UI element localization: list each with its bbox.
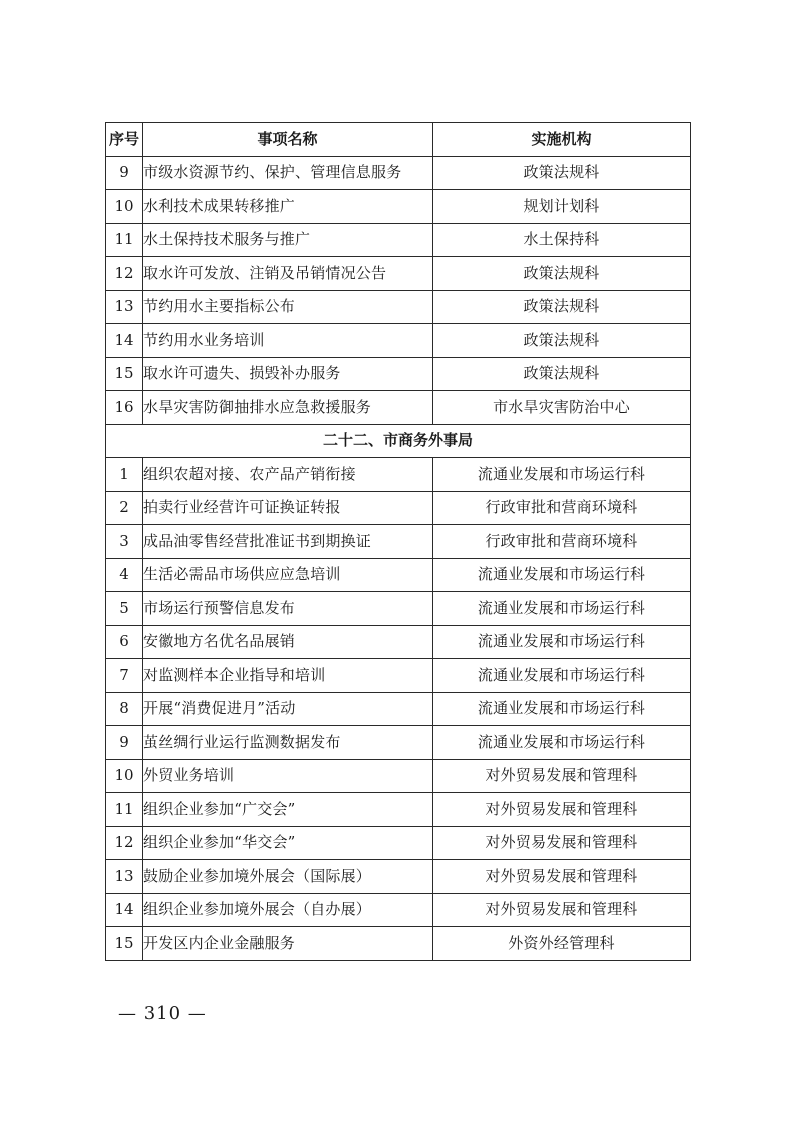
row-number: 10 — [106, 759, 143, 793]
implementing-agency: 对外贸易发展和管理科 — [433, 793, 691, 827]
table-row — [106, 759, 691, 793]
implementing-agency: 水土保持科 — [433, 223, 691, 257]
item-name: 水旱灾害防御抽排水应急救援服务 — [143, 391, 433, 425]
item-name: 取水许可发放、注销及吊销情况公告 — [143, 257, 433, 291]
implementing-agency: 市水旱灾害防治中心 — [433, 391, 691, 425]
table-row — [106, 726, 691, 760]
table-row — [106, 525, 691, 559]
table-row — [106, 860, 691, 894]
table-row — [106, 592, 691, 626]
table-body-part2 — [106, 458, 691, 961]
item-name: 拍卖行业经营许可证换证转报 — [143, 491, 433, 525]
table-row — [106, 257, 691, 291]
implementing-agency: 对外贸易发展和管理科 — [433, 826, 691, 860]
implementing-agency: 政策法规科 — [433, 324, 691, 358]
table-row — [106, 357, 691, 391]
section-row-group — [106, 424, 691, 458]
item-name: 节约用水业务培训 — [143, 324, 433, 358]
implementing-agency: 流通业发展和市场运行科 — [433, 659, 691, 693]
implementing-agency: 流通业发展和市场运行科 — [433, 625, 691, 659]
implementing-agency: 流通业发展和市场运行科 — [433, 592, 691, 626]
row-number: 11 — [106, 223, 143, 257]
table-row — [106, 190, 691, 224]
table-row — [106, 558, 691, 592]
header-no: 序号 — [106, 123, 143, 157]
row-number: 8 — [106, 692, 143, 726]
implementing-agency: 流通业发展和市场运行科 — [433, 692, 691, 726]
item-name: 开展“消费促进月”活动 — [143, 692, 433, 726]
row-number: 16 — [106, 391, 143, 425]
item-name: 节约用水主要指标公布 — [143, 290, 433, 324]
implementing-agency: 行政审批和营商环境科 — [433, 491, 691, 525]
item-name: 对监测样本企业指导和培训 — [143, 659, 433, 693]
implementing-agency: 规划计划科 — [433, 190, 691, 224]
row-number: 5 — [106, 592, 143, 626]
table-row — [106, 793, 691, 827]
row-number: 9 — [106, 156, 143, 190]
implementing-agency: 政策法规科 — [433, 290, 691, 324]
section-title: 二十二、市商务外事局 — [106, 424, 691, 458]
item-name: 水土保持技术服务与推广 — [143, 223, 433, 257]
implementing-agency: 行政审批和营商环境科 — [433, 525, 691, 559]
row-number: 15 — [106, 927, 143, 961]
item-name: 外贸业务培训 — [143, 759, 433, 793]
item-name: 市场运行预警信息发布 — [143, 592, 433, 626]
header-org: 实施机构 — [433, 123, 691, 157]
item-name: 水利技术成果转移推广 — [143, 190, 433, 224]
table-row — [106, 625, 691, 659]
table-row — [106, 826, 691, 860]
implementing-agency: 政策法规科 — [433, 156, 691, 190]
item-name: 成品油零售经营批准证书到期换证 — [143, 525, 433, 559]
row-number: 13 — [106, 860, 143, 894]
implementing-agency: 对外贸易发展和管理科 — [433, 893, 691, 927]
item-name: 开发区内企业金融服务 — [143, 927, 433, 961]
row-number: 14 — [106, 324, 143, 358]
row-number: 1 — [106, 458, 143, 492]
table-row — [106, 491, 691, 525]
table-row — [106, 223, 691, 257]
implementing-agency: 对外贸易发展和管理科 — [433, 759, 691, 793]
table-row — [106, 893, 691, 927]
table-row — [106, 324, 691, 358]
table-body-part1 — [106, 156, 691, 424]
implementing-agency: 外资外经管理科 — [433, 927, 691, 961]
row-number: 10 — [106, 190, 143, 224]
row-number: 4 — [106, 558, 143, 592]
section-row — [106, 424, 691, 458]
row-number: 12 — [106, 257, 143, 291]
row-number: 12 — [106, 826, 143, 860]
implementing-agency: 流通业发展和市场运行科 — [433, 558, 691, 592]
item-name: 鼓励企业参加境外展会（国际展） — [143, 860, 433, 894]
table-row — [106, 927, 691, 961]
table-row — [106, 458, 691, 492]
item-name: 组织企业参加境外展会（自办展） — [143, 893, 433, 927]
table-header-row — [106, 123, 691, 157]
item-name: 市级水资源节约、保护、管理信息服务 — [143, 156, 433, 190]
row-number: 13 — [106, 290, 143, 324]
implementing-agency: 流通业发展和市场运行科 — [433, 726, 691, 760]
row-number: 3 — [106, 525, 143, 559]
table-row — [106, 156, 691, 190]
header-name: 事项名称 — [143, 123, 433, 157]
table-row — [106, 692, 691, 726]
row-number: 6 — [106, 625, 143, 659]
row-number: 7 — [106, 659, 143, 693]
item-name: 茧丝绸行业运行监测数据发布 — [143, 726, 433, 760]
row-number: 11 — [106, 793, 143, 827]
page-number: — 310 — — [118, 1003, 207, 1024]
table-row — [106, 290, 691, 324]
table-row — [106, 659, 691, 693]
implementing-agency: 政策法规科 — [433, 357, 691, 391]
item-name: 组织农超对接、农产品产销衔接 — [143, 458, 433, 492]
item-name: 取水许可遗失、损毁补办服务 — [143, 357, 433, 391]
implementing-agency: 流通业发展和市场运行科 — [433, 458, 691, 492]
row-number: 2 — [106, 491, 143, 525]
item-name: 安徽地方名优名品展销 — [143, 625, 433, 659]
table-row — [106, 391, 691, 425]
implementing-agency: 对外贸易发展和管理科 — [433, 860, 691, 894]
item-name: 生活必需品市场供应应急培训 — [143, 558, 433, 592]
item-name: 组织企业参加“广交会” — [143, 793, 433, 827]
implementing-agency: 政策法规科 — [433, 257, 691, 291]
row-number: 9 — [106, 726, 143, 760]
row-number: 15 — [106, 357, 143, 391]
service-items-table — [105, 122, 691, 961]
row-number: 14 — [106, 893, 143, 927]
item-name: 组织企业参加“华交会” — [143, 826, 433, 860]
